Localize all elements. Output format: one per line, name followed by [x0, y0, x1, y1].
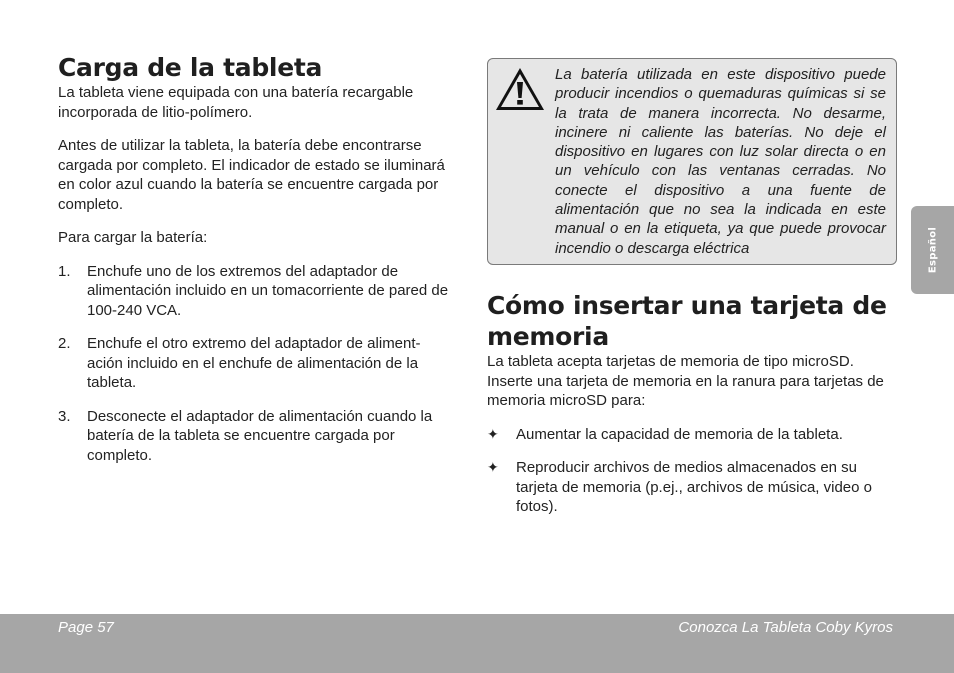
memory-card-benefits	[487, 425, 897, 517]
book-title: Conozca La Tableta Coby Kyros	[678, 619, 893, 636]
list-item	[487, 425, 897, 445]
left-column	[58, 52, 456, 479]
charging-step	[58, 262, 456, 321]
charging-intro: La tableta viene equipada con una batería recargable incorporada de litio-polímero.	[58, 84, 414, 121]
bullet-star-icon: ✦	[487, 459, 499, 475]
step-text: Enchufe el otro extremo del adaptador de aliment-ación incluido en el enchufe de alimentación de la tableta.	[87, 335, 421, 391]
language-tab	[911, 206, 954, 294]
page-number: Page 57	[58, 619, 114, 636]
charging-steps	[58, 262, 456, 466]
page-footer	[0, 614, 954, 673]
warning-triangle-icon	[495, 67, 545, 111]
battery-warning-box	[487, 58, 897, 265]
charging-step	[58, 334, 456, 393]
language-tab-label: Español	[927, 226, 938, 274]
step-text: Enchufe uno de los extremos del adaptador de alimentación incluido en un tomacorriente de pared de 100-240 VCA.	[87, 262, 449, 319]
charging-step	[58, 407, 456, 466]
step-text: Desconecte el adaptador de alimentación cuando la batería de la tableta se encuentre cargada por completo.	[87, 407, 433, 464]
bullet-text: Aumentar la capacidad de memoria de la tableta.	[516, 425, 843, 443]
charging-before-use: Antes de utilizar la tableta, la batería debe encontrarse cargada por completo. El indicador de estado se iluminará en color azul cuando la batería se encuentre cargada por completo.	[58, 137, 445, 213]
right-column	[487, 58, 897, 531]
memory-card-intro: La tableta acepta tarjetas de memoria de tipo microSD. Inserte una tarjeta de memoria en la ranura para tarjetas de memoria microSD para:	[487, 353, 884, 409]
bullet-text: Reproducir archivos de medios almacenados en su tarjeta de memoria (p.ej., archivos de música, video o fotos).	[516, 459, 872, 515]
section-title-memory-card: Cómo insertar una tarjeta de memoria	[487, 291, 887, 351]
step-number: 2.	[58, 335, 71, 352]
charging-steps-lead: Para cargar la batería:	[58, 229, 208, 246]
list-item	[487, 458, 897, 517]
bullet-star-icon: ✦	[487, 425, 499, 442]
section-title-charging: Carga de la tableta	[58, 53, 323, 82]
step-number: 1.	[58, 262, 71, 280]
warning-text: La batería utilizada en este dispositivo puede producir incendios o quemaduras químicas si se la trata de manera incorrecta. No desarme, incinere ni caliente las baterías. No deje el dispositivo en lugares con luz solar directa o en un vehículo con las ventanas cerradas. No conecte el dispositivo a una fuente de alimentación que no sea la indicada en este manual o en la etiqueta, ya que puede provocar incendio o descarga eléctrica	[555, 66, 886, 257]
step-number: 3.	[58, 407, 71, 425]
